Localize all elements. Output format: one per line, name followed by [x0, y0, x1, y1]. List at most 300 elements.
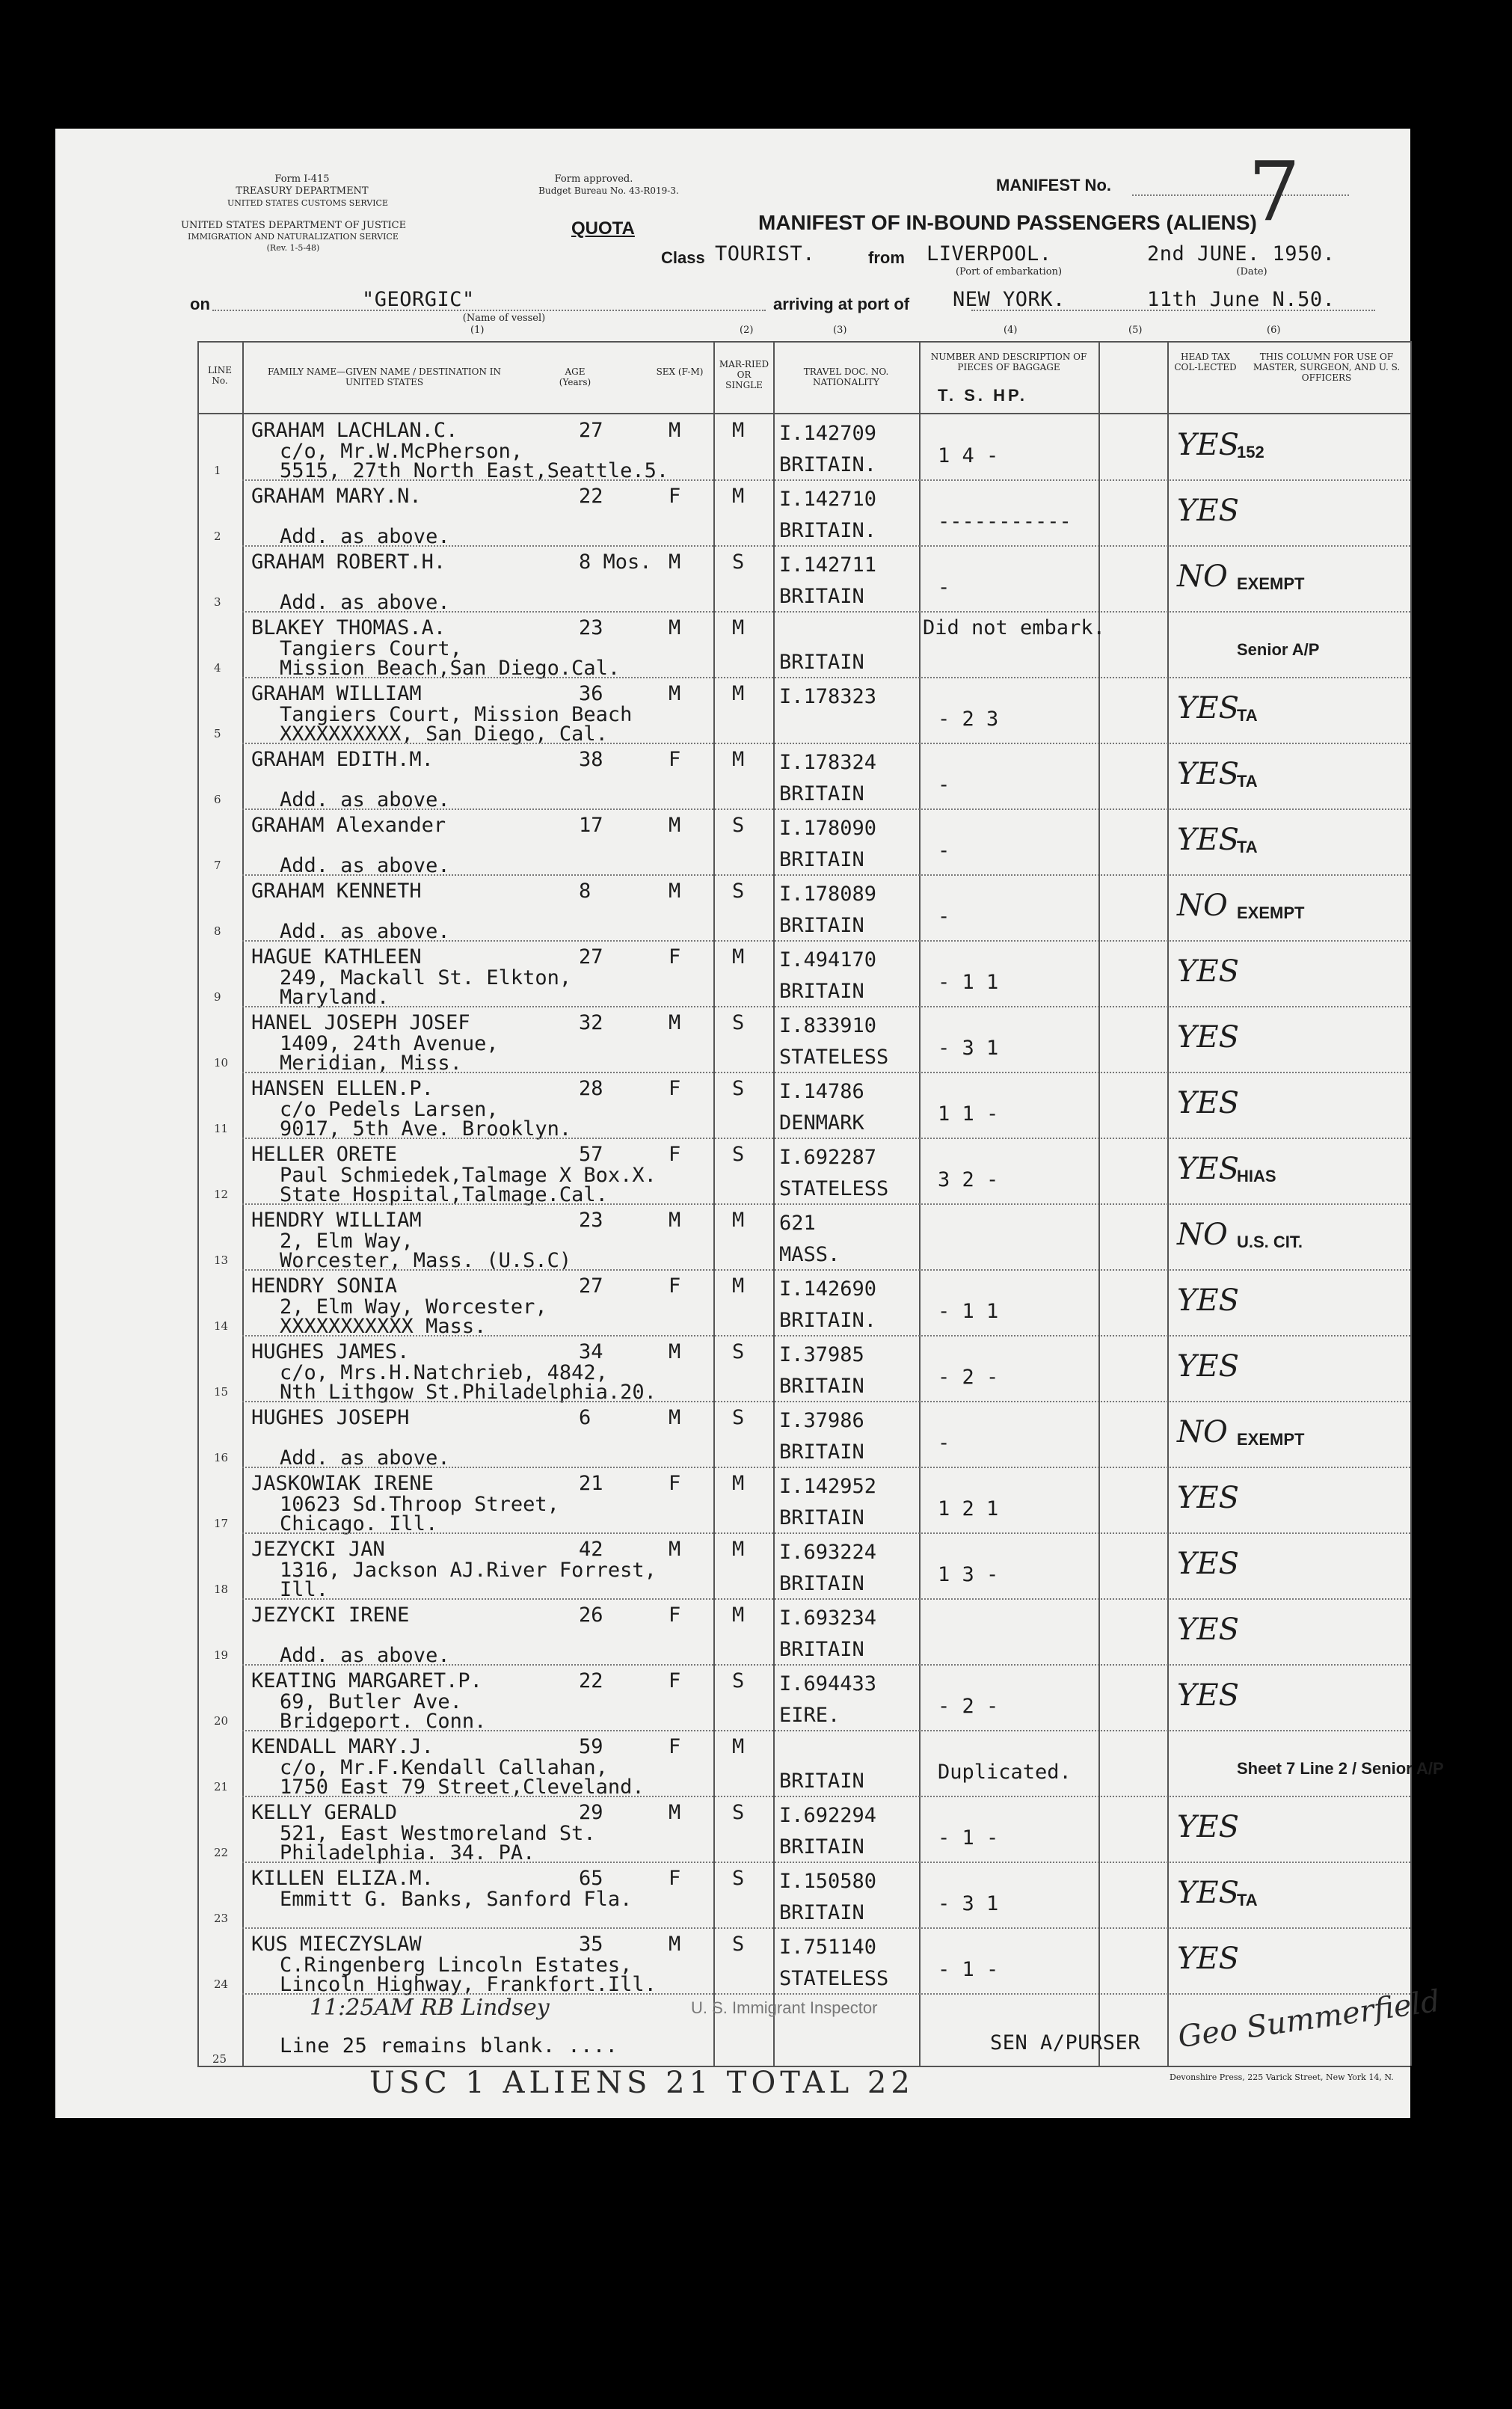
passenger-name: HELLER ORETE	[251, 1143, 398, 1166]
nationality: BRITAIN	[779, 651, 864, 674]
manifest-sheet	[55, 129, 1444, 2118]
marital-status: S	[732, 1801, 745, 1824]
press-footer: Devonshire Press, 225 Varick Street, New York 14, N.	[1170, 2072, 1394, 2082]
head-tax-mark: YES	[1177, 1152, 1240, 1186]
head-tax-mark: YES	[1177, 1481, 1240, 1515]
baggage-count: - 3 1	[938, 1892, 999, 1915]
head-tax-mark: YES	[1177, 757, 1240, 791]
sex-value: F	[669, 1604, 681, 1627]
travel-doc-number: I.142690	[779, 1277, 877, 1301]
age-value: 22	[579, 485, 603, 508]
sex-value: F	[669, 1143, 681, 1166]
travel-doc-number: I.178324	[779, 751, 877, 774]
destination-line-1: c/o, Mr.F.Kendall Callahan,	[280, 1756, 608, 1779]
line-25-number: 25	[212, 2052, 227, 2066]
destination-line-2: 5515, 27th North East,Seattle.5.	[280, 459, 669, 482]
class-label: Class	[661, 248, 705, 267]
sex-value: M	[669, 1209, 681, 1232]
travel-doc-number: I.14786	[779, 1080, 864, 1103]
marital-status: S	[732, 1669, 745, 1693]
col-num: (2)	[740, 325, 754, 336]
line-number: 4	[214, 661, 221, 675]
marital-status: S	[732, 1077, 745, 1100]
head-tax-mark: YES	[1177, 1810, 1240, 1844]
line-number: 16	[214, 1451, 229, 1464]
head-tax-mark: YES	[1177, 1349, 1240, 1384]
marital-status: M	[732, 682, 745, 705]
table-row	[55, 1599, 1410, 1665]
age-value: 27	[579, 419, 603, 442]
sex-value: M	[669, 880, 681, 903]
destination-line-2: Add. as above.	[280, 1644, 450, 1667]
nationality: BRITAIN	[779, 980, 864, 1003]
nationality: BRITAIN	[779, 1440, 864, 1464]
marital-status: S	[732, 1011, 745, 1034]
head-tax-mark: YES	[1177, 1612, 1240, 1647]
table-row	[55, 1336, 1410, 1402]
destination-line-2: Meridian, Miss.	[280, 1052, 462, 1075]
table-row	[55, 1731, 1444, 1799]
travel-doc-number: I.693234	[779, 1606, 877, 1630]
line-number: 7	[214, 859, 221, 872]
age-value: 57	[579, 1143, 603, 1166]
table-row	[55, 875, 1410, 941]
nationality: BRITAIN.	[779, 1309, 877, 1332]
sex-value: F	[669, 945, 681, 969]
destination-line-2: Add. as above.	[280, 788, 450, 811]
totals-handwritten: USC 1 ALIENS 21 TOTAL 22	[369, 2066, 915, 2100]
destination-line-2: 1750 East 79 Street,Cleveland.	[280, 1776, 645, 1799]
table-row	[55, 1796, 1410, 1865]
travel-doc-number: 621	[779, 1212, 816, 1235]
travel-doc-number: I.178089	[779, 883, 877, 906]
travel-doc-number: I.494170	[779, 948, 877, 972]
baggage-count: -	[938, 773, 950, 797]
arrival-port: NEW YORK.	[953, 288, 1066, 311]
baggage-count: -	[938, 905, 950, 928]
nationality: BRITAIN	[779, 1901, 864, 1924]
vessel-name: "GEORGIC"	[362, 288, 475, 311]
age-value: 23	[579, 616, 603, 639]
head-tax-mark: YES	[1177, 1020, 1240, 1055]
travel-doc-number: I.178090	[779, 817, 877, 840]
from-label: from	[868, 248, 905, 267]
marital-status: M	[732, 748, 745, 771]
age-value: 8	[579, 880, 591, 903]
head-tax-mark: YES	[1177, 823, 1240, 857]
marital-status: M	[732, 1274, 745, 1298]
destination-line-2: Bridgeport. Conn.	[280, 1710, 487, 1733]
age-value: 35	[579, 1933, 603, 1956]
passenger-name: GRAHAM LACHLAN.C.	[251, 419, 458, 442]
passenger-name: GRAHAM Alexander	[251, 814, 446, 837]
age-value: 17	[579, 814, 603, 837]
form-number: Form I-415	[274, 174, 330, 185]
officer-note: TA	[1237, 772, 1258, 791]
table-row	[55, 1072, 1410, 1141]
age-value: 38	[579, 748, 603, 771]
destination-line-2: Nth Lithgow St.Philadelphia.20.	[280, 1381, 657, 1404]
marital-status: S	[732, 814, 745, 837]
sex-value: F	[669, 1274, 681, 1298]
nationality: BRITAIN	[779, 1572, 864, 1595]
table-row	[55, 678, 1410, 746]
line-number: 22	[214, 1846, 229, 1859]
marital-status: S	[732, 1933, 745, 1956]
vessel-caption: (Name of vessel)	[462, 313, 546, 324]
travel-doc-number: I.833910	[779, 1014, 877, 1037]
officer-note: TA	[1237, 1891, 1258, 1909]
nationality: BRITAIN	[779, 585, 864, 608]
destination-line-2: Maryland.	[280, 986, 390, 1009]
destination-line-2: Philadelphia. 34. PA.	[280, 1841, 535, 1865]
col-num: (1)	[470, 325, 485, 336]
sex-value: M	[669, 814, 681, 837]
baggage-count: 1 4 -	[938, 444, 999, 467]
line-number: 10	[214, 1056, 229, 1070]
passenger-name: JASKOWIAK IRENE	[251, 1472, 434, 1495]
destination-line-1: 2, Elm Way,	[280, 1230, 414, 1253]
nationality: STATELESS	[779, 1967, 889, 1990]
baggage-count: - 2 3	[938, 708, 999, 731]
baggage-count: - 1 -	[938, 1958, 999, 1981]
baggage-count: Duplicated.	[938, 1761, 1072, 1784]
marital-status: S	[732, 1143, 745, 1166]
nationality: BRITAIN	[779, 1638, 864, 1661]
officer-note: Sheet 7 Line 2 / Senior A/P	[1237, 1759, 1444, 1778]
destination-line-1: 1316, Jackson AJ.River Forrest,	[280, 1559, 657, 1582]
header-married: MAR-RIED OR SINGLE	[719, 359, 769, 390]
baggage-count: -----------	[938, 510, 1072, 533]
line-number: 11	[214, 1122, 229, 1135]
travel-doc-number: I.142710	[779, 488, 877, 511]
purser-signature: Geo Summerfield	[1176, 1983, 1442, 2055]
quota-label: QUOTA	[571, 218, 635, 239]
line-number: 8	[214, 924, 221, 938]
nationality: BRITAIN	[779, 1770, 864, 1793]
sex-value: F	[669, 748, 681, 771]
passenger-name: GRAHAM WILLIAM	[251, 682, 422, 705]
age-value: 28	[579, 1077, 603, 1100]
destination-line-1: c/o Pedels Larsen,	[280, 1098, 499, 1121]
table-row	[55, 1467, 1410, 1533]
manifest-number: 7	[1248, 144, 1300, 239]
destination-line-2: Add. as above.	[280, 1446, 450, 1470]
line-number: 13	[214, 1253, 229, 1267]
destination-line-2: XXXXXXXXXX, San Diego, Cal.	[280, 722, 608, 746]
header-travel-doc: TRAVEL DOC. NO. NATIONALITY	[803, 366, 889, 387]
destination-line-1: 10623 Sd.Throop Street,	[280, 1493, 559, 1516]
nationality: STATELESS	[779, 1177, 889, 1200]
nationality: BRITAIN.	[779, 453, 877, 476]
passenger-name: HUGHES JAMES.	[251, 1340, 410, 1363]
nationality: BRITAIN	[779, 1375, 864, 1398]
travel-doc-number: I.142709	[779, 422, 877, 445]
nationality: BRITAIN	[779, 782, 864, 805]
age-value: 59	[579, 1735, 603, 1758]
sex-value: M	[669, 682, 681, 705]
head-tax-mark: YES	[1177, 428, 1240, 462]
officer-note: Senior A/P	[1237, 640, 1320, 659]
destination-line-1: Paul Schmiedek,Talmage X Box.X.	[280, 1164, 657, 1187]
age-value: 27	[579, 945, 603, 969]
passenger-name: HENDRY WILLIAM	[251, 1209, 422, 1232]
ins-label: IMMIGRATION AND NATURALIZATION SERVICE	[188, 232, 399, 242]
inspector-signature: 11:25AM RB Lindsey	[310, 1995, 550, 2021]
col-num: (3)	[833, 325, 847, 336]
col-num: (5)	[1128, 325, 1143, 336]
table-row	[55, 1007, 1410, 1075]
destination-line-1: 69, Butler Ave.	[280, 1690, 462, 1713]
passenger-name: GRAHAM MARY.N.	[251, 485, 422, 508]
line-number: 12	[214, 1188, 229, 1201]
baggage-count: - 3 1	[938, 1037, 999, 1060]
line-number: 21	[214, 1780, 229, 1793]
baggage-count: 1 3 -	[938, 1563, 999, 1586]
marital-status: M	[732, 945, 745, 969]
table-row	[55, 1402, 1410, 1470]
age-value: 6	[579, 1406, 591, 1429]
line-number: 5	[214, 727, 221, 740]
age-value: 32	[579, 1011, 603, 1034]
travel-doc-number: I.751140	[779, 1936, 877, 1959]
nationality: BRITAIN	[779, 1506, 864, 1529]
sex-value: F	[669, 1735, 681, 1758]
nationality: BRITAIN	[779, 1835, 864, 1859]
marital-status: M	[732, 1604, 745, 1627]
baggage-count: - 1 -	[938, 1826, 999, 1850]
manifest-title: MANIFEST OF IN-BOUND PASSENGERS (ALIENS)	[758, 211, 1257, 234]
destination-line-1: Tangiers Court, Mission Beach	[280, 703, 633, 726]
baggage-count: -	[938, 576, 950, 599]
head-tax-mark: NO	[1177, 1218, 1228, 1252]
officer-note: HIAS	[1237, 1167, 1276, 1185]
marital-status: M	[732, 616, 745, 639]
age-value: 34	[579, 1340, 603, 1363]
passenger-name: HENDRY SONIA	[251, 1274, 398, 1298]
table-row	[55, 1862, 1410, 1928]
marital-status: M	[732, 1538, 745, 1561]
destination-line-1: c/o, Mr.W.McPherson,	[280, 440, 523, 463]
destination-line-2: Ill.	[280, 1578, 329, 1601]
treasury-label: TREASURY DEPARTMENT	[236, 185, 369, 197]
marital-status: S	[732, 1340, 745, 1363]
port-caption: (Port of embarkation)	[955, 266, 1063, 277]
passenger-name: JEZYCKI IRENE	[251, 1604, 410, 1627]
sex-value: M	[669, 550, 681, 574]
destination-line-2: Lincoln Highway, Frankfort.Ill.	[280, 1973, 657, 1996]
age-value: 26	[579, 1604, 603, 1627]
travel-doc-number: I.37986	[779, 1409, 864, 1432]
head-tax-mark: NO	[1177, 889, 1228, 923]
head-tax-mark: NO	[1177, 1415, 1228, 1449]
sex-value: F	[669, 1867, 681, 1890]
destination-line-1: Tangiers Court,	[280, 637, 462, 660]
destination-line-1: Emmitt G. Banks, Sanford Fla.	[280, 1888, 633, 1911]
age-value: 22	[579, 1669, 603, 1693]
passenger-name: KUS MIECZYSLAW	[251, 1933, 422, 1956]
travel-doc-number: I.692294	[779, 1804, 877, 1827]
col-num: (4)	[1004, 325, 1018, 336]
customs-label: UNITED STATES CUSTOMS SERVICE	[227, 198, 388, 208]
line-number: 18	[214, 1583, 229, 1596]
baggage-count: 1 2 1	[938, 1497, 999, 1520]
line-number: 2	[214, 530, 221, 543]
head-tax-mark: NO	[1177, 559, 1228, 594]
destination-line-1: 521, East Westmoreland St.	[280, 1822, 596, 1845]
line-number: 1	[214, 464, 221, 477]
justice-label: UNITED STATES DEPARTMENT OF JUSTICE	[181, 220, 407, 231]
table-row	[55, 809, 1410, 875]
baggage-count: 1 1 -	[938, 1102, 999, 1126]
head-tax-mark: YES	[1177, 954, 1240, 989]
age-value: 23	[579, 1209, 603, 1232]
passenger-name: GRAHAM EDITH.M.	[251, 748, 434, 771]
sex-value: F	[669, 1669, 681, 1693]
header-name: FAMILY NAME—GIVEN NAME / DESTINATION IN UNITED STATES	[267, 366, 502, 387]
sex-value: M	[669, 1801, 681, 1824]
baggage-count: - 1 1	[938, 971, 999, 994]
destination-line-2: Chicago. Ill.	[280, 1512, 438, 1535]
officer-note: EXEMPT	[1237, 903, 1305, 922]
line-number: 14	[214, 1319, 229, 1333]
header-baggage-cols: T. S. HP.	[938, 386, 1027, 405]
baggage-count: -	[938, 839, 950, 862]
table-row	[55, 414, 1410, 480]
travel-doc-number: I.178323	[779, 685, 877, 708]
head-tax-mark: YES	[1177, 1942, 1240, 1976]
sex-value: M	[669, 1406, 681, 1429]
age-value: 21	[579, 1472, 603, 1495]
table-row	[55, 1204, 1410, 1270]
marital-status: M	[732, 419, 745, 442]
passenger-name: HANEL JOSEPH JOSEF	[251, 1011, 470, 1034]
baggage-count: - 1 1	[938, 1300, 999, 1323]
line-number: 24	[214, 1977, 229, 1991]
destination-line-1: C.Ringenberg Lincoln Estates,	[280, 1954, 633, 1977]
header-head-tax: HEAD TAX COL-LECTED	[1174, 352, 1237, 372]
destination-line-1: 1409, 24th Avenue,	[280, 1032, 499, 1055]
nationality: EIRE.	[779, 1704, 840, 1727]
table-row	[55, 480, 1410, 546]
destination-line-1: c/o, Mrs.H.Natchrieb, 4842,	[280, 1361, 608, 1384]
sex-value: F	[669, 1472, 681, 1495]
col-num: (6)	[1267, 325, 1281, 336]
destination-line-2: Add. as above.	[280, 920, 450, 943]
head-tax-mark: YES	[1177, 1678, 1240, 1713]
passenger-name: KENDALL MARY.J.	[251, 1735, 434, 1758]
header-baggage: NUMBER AND DESCRIPTION OF PIECES OF BAGGAGE	[930, 352, 1087, 372]
passenger-name: GRAHAM KENNETH	[251, 880, 422, 903]
destination-line-1: 249, Mackall St. Elkton,	[280, 966, 572, 989]
marital-status: M	[732, 1472, 745, 1495]
travel-doc-number: I.693224	[779, 1541, 877, 1564]
passenger-name: HANSEN ELLEN.P.	[251, 1077, 434, 1100]
baggage-count: Did not embark.	[923, 616, 1105, 639]
officer-note: TA	[1237, 838, 1258, 856]
age-value: 29	[579, 1801, 603, 1824]
date-caption: (Date)	[1236, 266, 1267, 277]
baggage-count: -	[938, 1431, 950, 1455]
sex-value: M	[669, 1011, 681, 1034]
age-value: 27	[579, 1274, 603, 1298]
destination-line-2: 9017, 5th Ave. Brooklyn.	[280, 1117, 572, 1141]
sex-value: M	[669, 616, 681, 639]
sex-value: F	[669, 1077, 681, 1100]
sex-value: M	[669, 419, 681, 442]
marital-status: M	[732, 1735, 745, 1758]
officer-note: U.S. CIT.	[1237, 1233, 1303, 1251]
destination-line-2: XXXXXXXXXXX Mass.	[280, 1315, 487, 1338]
class-value: TOURIST.	[715, 242, 816, 266]
header-officers: THIS COLUMN FOR USE OF MASTER, SURGEON, AND U. S. OFFICERS	[1253, 352, 1401, 383]
head-tax-mark: YES	[1177, 1876, 1240, 1910]
line-number: 17	[214, 1517, 229, 1530]
destination-line-2: Mission Beach,San Diego.Cal.	[280, 657, 621, 680]
line-number: 3	[214, 595, 221, 609]
officer-note: EXEMPT	[1237, 1430, 1305, 1449]
header-age: AGE (Years)	[559, 366, 591, 387]
head-tax-mark: YES	[1177, 1283, 1240, 1318]
inspector-label: U. S. Immigrant Inspector	[691, 1998, 878, 2017]
travel-doc-number: I.142952	[779, 1475, 877, 1498]
head-tax-mark: YES	[1177, 494, 1240, 528]
sex-value: M	[669, 1933, 681, 1956]
table-row	[55, 1928, 1410, 1994]
sex-value: M	[669, 1340, 681, 1363]
table-row	[55, 1665, 1410, 1731]
officer-note: TA	[1237, 706, 1258, 725]
marital-status: S	[732, 880, 745, 903]
marital-status: M	[732, 485, 745, 508]
table-row	[55, 612, 1410, 678]
destination-line-2: Add. as above.	[280, 591, 450, 614]
line-number: 6	[214, 793, 221, 806]
destination-line-2: Add. as above.	[280, 525, 450, 548]
marital-status: S	[732, 1867, 745, 1890]
baggage-count: - 2 -	[938, 1695, 999, 1718]
departure-date: 2nd JUNE. 1950.	[1147, 242, 1336, 266]
destination-line-1: 2, Elm Way, Worcester,	[280, 1295, 547, 1319]
arrival-date: 11th June N.50.	[1147, 288, 1336, 311]
destination-line-2: Add. as above.	[280, 854, 450, 877]
passenger-name: GRAHAM ROBERT.H.	[251, 550, 446, 574]
baggage-count: - 2 -	[938, 1366, 999, 1389]
passenger-name: KILLEN ELIZA.M.	[251, 1867, 434, 1890]
line-number: 23	[214, 1912, 229, 1925]
table-row	[55, 1138, 1410, 1204]
line-number: 19	[214, 1648, 229, 1662]
travel-doc-number: I.692287	[779, 1146, 877, 1169]
age-value: 65	[579, 1867, 603, 1890]
line-number: 9	[214, 990, 221, 1004]
nationality: MASS.	[779, 1243, 840, 1266]
approved-label: Form approved.	[554, 174, 633, 185]
age-value: 36	[579, 682, 603, 705]
passenger-name: KELLY GERALD	[251, 1801, 398, 1824]
baggage-count: 3 2 -	[938, 1168, 999, 1191]
purser-label: SEN A/PURSER	[990, 2031, 1141, 2054]
budget-label: Budget Bureau No. 43-R019-3.	[538, 185, 679, 196]
table-row	[55, 743, 1410, 809]
head-tax-mark: YES	[1177, 691, 1240, 725]
destination-line-2: Worcester, Mass. (U.S.C)	[280, 1249, 572, 1272]
header-line-no: LINE No.	[208, 365, 232, 386]
nationality: BRITAIN	[779, 848, 864, 871]
marital-status: M	[732, 1209, 745, 1232]
travel-doc-number: I.37985	[779, 1343, 864, 1366]
table-row	[55, 1533, 1410, 1599]
